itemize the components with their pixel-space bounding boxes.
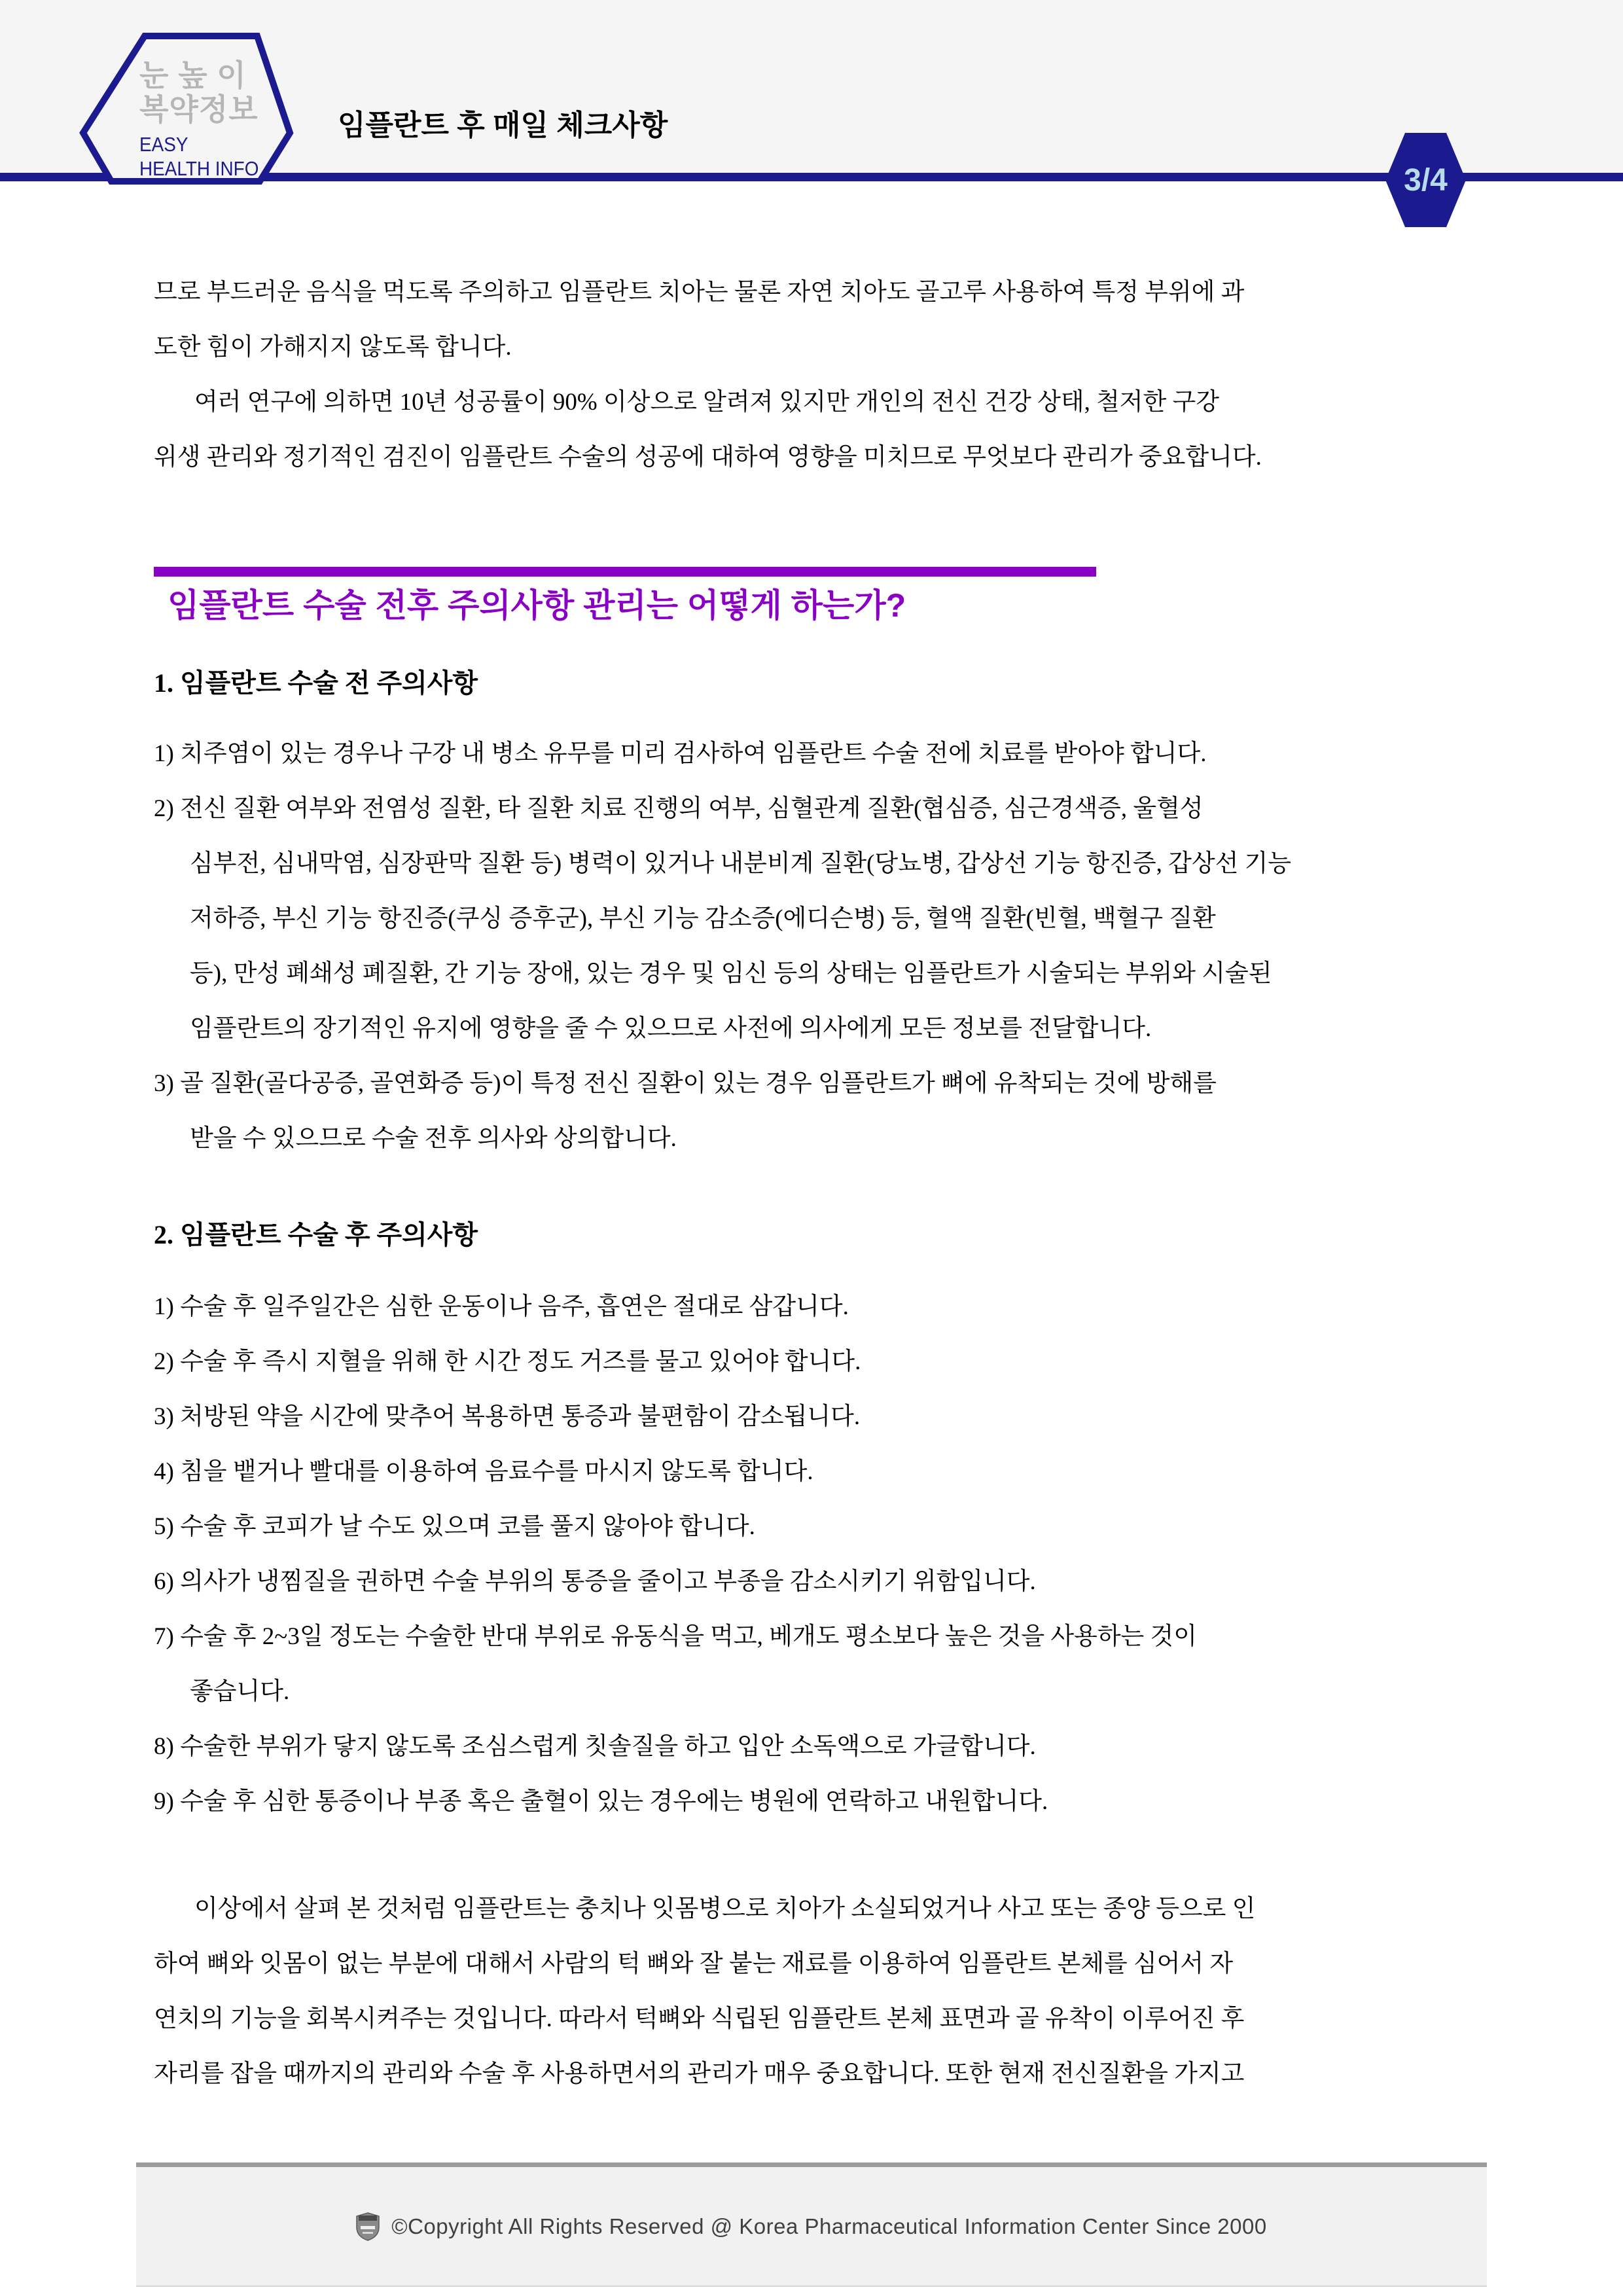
heading-rule bbox=[154, 567, 1096, 577]
list-item bbox=[154, 1609, 1471, 1719]
list-item bbox=[154, 1719, 1471, 1774]
text-line: 임플란트의 장기적인 유지에 영향을 줄 수 있으므로 사전에 의사에게 모든 정보를 전달합니다. bbox=[190, 1015, 1152, 1042]
section1-list bbox=[154, 726, 1471, 1166]
copyright-text: ©Copyright All Rights Reserved @ Korea Pharmaceutical Information Center Since 2000 bbox=[391, 2214, 1267, 2238]
text-line: 3) 처방된 약을 시간에 맞추어 복용하면 통증과 불편함이 감소됩니다. bbox=[154, 1403, 861, 1430]
text-line: 자리를 잡을 때까지의 관리와 수술 후 사용하면서의 관리가 매우 중요합니다. 또한 현재 전신질환을 가지고 bbox=[154, 2060, 1245, 2087]
text-line: 4) 침을 뱉거나 빨대를 이용하여 음료수를 마시지 않도록 합니다. bbox=[154, 1458, 813, 1485]
logo-korean-line1: 눈 높 이 bbox=[139, 58, 247, 92]
section2-list bbox=[154, 1280, 1471, 1829]
text-line: 받을 수 있으므로 수술 전후 의사와 상의합니다. bbox=[190, 1125, 677, 1152]
text-line: 심부전, 심내막염, 심장판막 질환 등) 병력이 있거나 내분비계 질환(당뇨병, 갑상선 기능 항진증, 갑상선 기능 bbox=[190, 850, 1292, 877]
list-item bbox=[154, 1056, 1471, 1166]
list-item bbox=[154, 1444, 1471, 1499]
list-item bbox=[154, 781, 1471, 1056]
logo-english-line1: EASY bbox=[139, 133, 188, 156]
text-line: 도한 힘이 가해지지 않도록 합니다. bbox=[154, 334, 512, 361]
intro-paragraph-2 bbox=[154, 375, 1471, 485]
list-item bbox=[154, 1774, 1471, 1829]
main-heading: 임플란트 수술 전후 주의사항 관리는 어떻게 하는가? bbox=[168, 587, 906, 624]
text-line: 8) 수술한 부위가 닿지 않도록 조심스럽게 칫솔질을 하고 입안 소독액으로 가글합니다. bbox=[154, 1733, 1036, 1760]
text-line: 하여 뼈와 잇몸이 없는 부분에 대해서 사람의 턱 뼈와 잘 붙는 재료를 이용하여 임플란트 본체를 심어서 자 bbox=[154, 1950, 1234, 1977]
text-line: 등), 만성 폐쇄성 폐질환, 간 기능 장애, 있는 경우 및 임신 등의 상태는 임플란트가 시술되는 부위와 시술된 bbox=[190, 960, 1272, 987]
text-line: 2) 수술 후 즉시 지혈을 위해 한 시간 정도 거즈를 물고 있어야 합니다. bbox=[154, 1348, 861, 1375]
list-item bbox=[154, 1335, 1471, 1390]
list-item bbox=[154, 1554, 1471, 1609]
text-line: 1) 수술 후 일주일간은 심한 운동이나 음주, 흡연은 절대로 삼갑니다. bbox=[154, 1293, 849, 1320]
logo-english-line2: HEALTH INFO bbox=[139, 157, 259, 180]
logo-korean-line2: 복약정보 bbox=[139, 92, 259, 126]
text-line: 3) 골 질환(골다공증, 골연화증 등)이 특정 전신 질환이 있는 경우 임플란트가 뼈에 유착되는 것에 방해를 bbox=[154, 1070, 1217, 1097]
brand-logo bbox=[83, 36, 291, 183]
text-line: 저하증, 부신 기능 항진증(쿠싱 증후군), 부신 기능 감소증(에디슨병) 등, 혈액 질환(빈혈, 백혈구 질환 bbox=[190, 905, 1216, 932]
text-line: 7) 수술 후 2~3일 정도는 수술한 반대 부위로 유동식을 먹고, 베개도 평소보다 높은 것을 사용하는 것이 bbox=[154, 1623, 1198, 1650]
text-line: 9) 수술 후 심한 통증이나 부종 혹은 출혈이 있는 경우에는 병원에 연락하고 내원합니다. bbox=[154, 1788, 1048, 1815]
section1-title: 1. 임플란트 수술 전 주의사항 bbox=[154, 668, 478, 698]
text-line: 1) 치주염이 있는 경우나 구강 내 병소 유무를 미리 검사하여 임플란트 수술 전에 치료를 받아야 합니다. bbox=[154, 740, 1207, 767]
text-line: 2) 전신 질환 여부와 전염성 질환, 타 질환 치료 진행의 여부, 심혈관계 질환(협심증, 심근경색증, 울혈성 bbox=[154, 795, 1204, 822]
kpic-shield-icon bbox=[356, 2212, 380, 2241]
list-item bbox=[154, 1390, 1471, 1444]
text-line: 좋습니다. bbox=[190, 1678, 290, 1705]
text-line: 6) 의사가 냉찜질을 권하면 수술 부위의 통증을 줄이고 부종을 감소시키기 위함입니다. bbox=[154, 1568, 1036, 1595]
text-line: 이상에서 살펴 본 것처럼 임플란트는 충치나 잇몸병으로 치아가 소실되었거나 사고 또는 종양 등으로 인 bbox=[194, 1895, 1256, 1922]
text-line: 므로 부드러운 음식을 먹도록 주의하고 임플란트 치아는 물론 자연 치아도 골고루 사용하여 특정 부위에 과 bbox=[154, 279, 1245, 306]
closing-paragraph bbox=[154, 1882, 1471, 2102]
page-title: 임플란트 후 매일 체크사항 bbox=[338, 109, 668, 141]
page-number: 3/4 bbox=[1404, 162, 1448, 198]
text-line: 연치의 기능을 회복시켜주는 것입니다. 따라서 턱뼈와 식립된 임플란트 본체 표면과 골 유착이 이루어진 후 bbox=[154, 2005, 1245, 2032]
text-line: 위생 관리와 정기적인 검진이 임플란트 수술의 성공에 대하여 영향을 미치므로 무엇보다 관리가 중요합니다. bbox=[154, 444, 1262, 471]
text-line: 여러 연구에 의하면 10년 성공률이 90% 이상으로 알려져 있지만 개인의 전신 건강 상태, 철저한 구강 bbox=[194, 389, 1220, 416]
list-item bbox=[154, 1499, 1471, 1554]
intro-paragraph-1 bbox=[154, 265, 1471, 375]
section2-title: 2. 임플란트 수술 후 주의사항 bbox=[154, 1220, 478, 1249]
logo-text bbox=[139, 58, 272, 181]
list-item bbox=[154, 726, 1471, 781]
list-item bbox=[154, 1280, 1471, 1335]
page-badge bbox=[1385, 133, 1466, 227]
footer bbox=[136, 2162, 1487, 2287]
text-line: 5) 수술 후 코피가 날 수도 있으며 코를 풀지 않아야 합니다. bbox=[154, 1513, 755, 1540]
